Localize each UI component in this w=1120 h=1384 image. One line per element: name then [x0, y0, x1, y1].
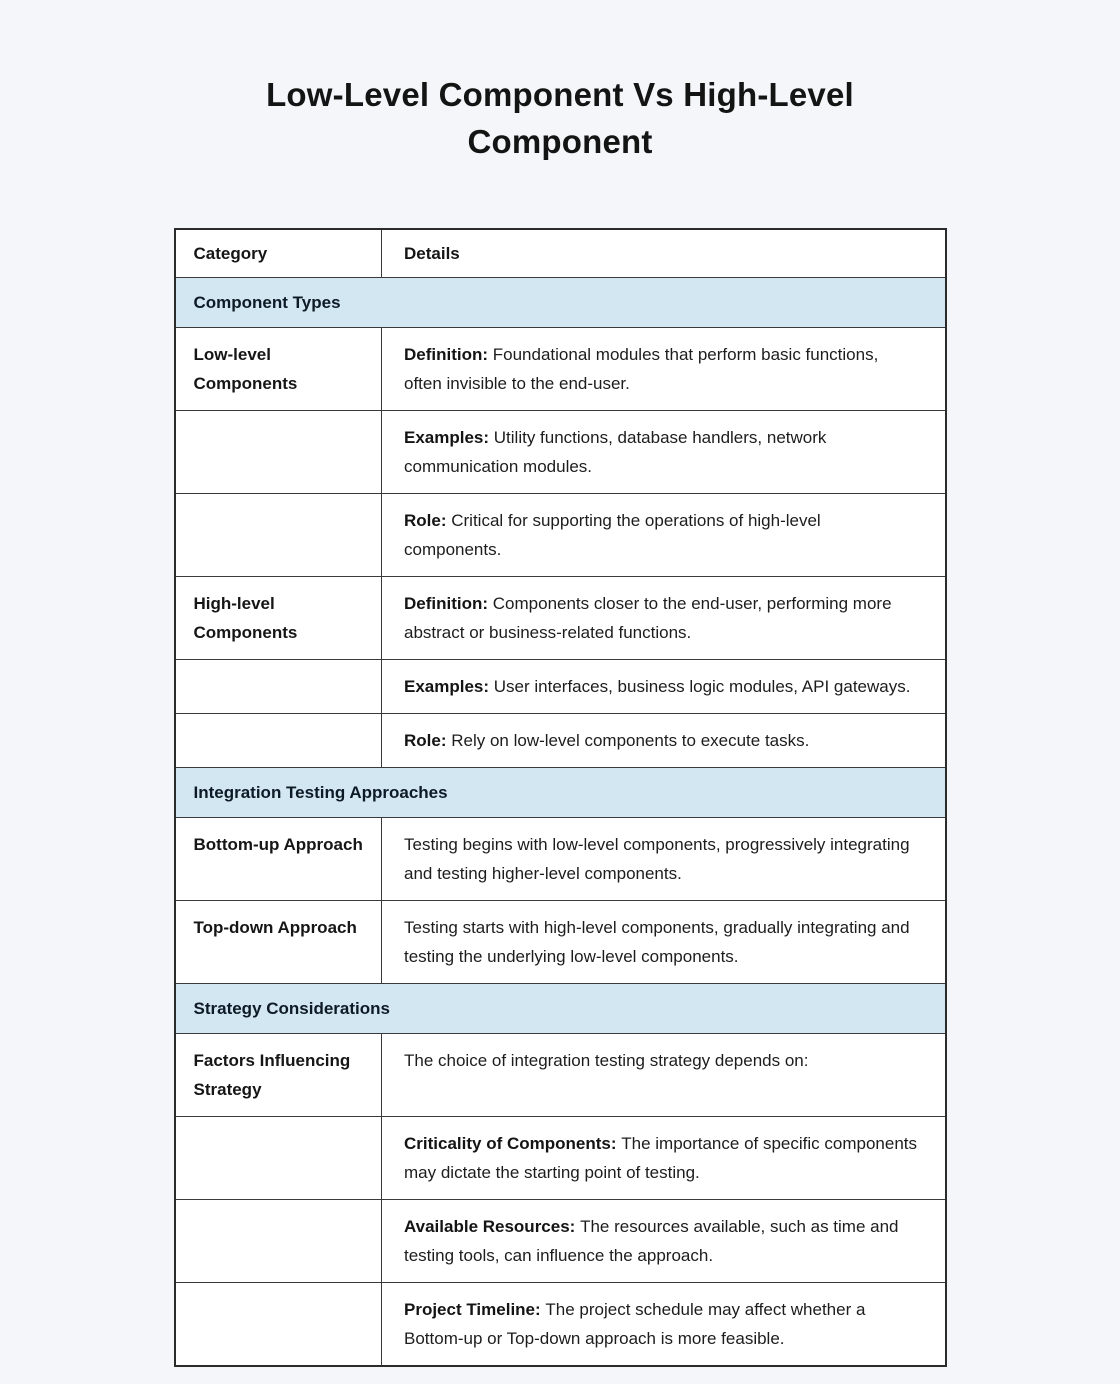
- header-row: [175, 229, 946, 278]
- details-label: Criticality of Components:: [404, 1133, 622, 1153]
- category-cell: [175, 410, 382, 493]
- category-cell: Low-level Components: [175, 327, 382, 410]
- details-cell: Role: Critical for supporting the operations of high-level components.: [382, 493, 946, 576]
- category-cell: [175, 1116, 382, 1199]
- table-row: [175, 1199, 946, 1282]
- details-label: Role:: [404, 510, 452, 530]
- table-row: [175, 713, 946, 767]
- details-cell: Role: Rely on low-level components to execute tasks.: [382, 713, 946, 767]
- table-row: [175, 1033, 946, 1116]
- section-row: [175, 983, 946, 1033]
- comparison-table: [174, 228, 947, 1367]
- section-row: [175, 767, 946, 817]
- table-body: [175, 277, 946, 1366]
- details-label: Available Resources:: [404, 1216, 581, 1236]
- column-header-category: Category: [175, 229, 382, 278]
- page-title: Low-Level Component Vs High-Level Component: [266, 76, 854, 160]
- table-row: [175, 410, 946, 493]
- details-cell: The choice of integration testing strategy depends on:: [382, 1033, 946, 1116]
- category-cell: High-level Components: [175, 576, 382, 659]
- section-header: Integration Testing Approaches: [175, 767, 946, 817]
- details-label: Examples:: [404, 427, 494, 447]
- category-cell: [175, 493, 382, 576]
- category-cell: Factors Influencing Strategy: [175, 1033, 382, 1116]
- details-cell: Project Timeline: The project schedule may affect whether a Bottom-up or Top-down approach is more feasible.: [382, 1282, 946, 1366]
- details-cell: Criticality of Components: The importance of specific components may dictate the starting point of testing.: [382, 1116, 946, 1199]
- details-cell: Examples: User interfaces, business logic modules, API gateways.: [382, 659, 946, 713]
- details-cell: Testing begins with low-level components, progressively integrating and testing higher-level components.: [382, 817, 946, 900]
- category-cell: [175, 659, 382, 713]
- section-header: Component Types: [175, 277, 946, 327]
- table-row: [175, 1116, 946, 1199]
- details-label: Examples:: [404, 676, 494, 696]
- table-row: [175, 576, 946, 659]
- section-row: [175, 277, 946, 327]
- category-cell: [175, 1282, 382, 1366]
- category-cell: Top-down Approach: [175, 900, 382, 983]
- table-row: [175, 817, 946, 900]
- category-cell: [175, 1199, 382, 1282]
- details-cell: Definition: Foundational modules that perform basic functions, often invisible to the end-user.: [382, 327, 946, 410]
- section-header: Strategy Considerations: [175, 983, 946, 1033]
- table-row: [175, 900, 946, 983]
- category-cell: [175, 713, 382, 767]
- details-cell: Definition: Components closer to the end-user, performing more abstract or business-related functions.: [382, 576, 946, 659]
- details-cell: Examples: Utility functions, database handlers, network communication modules.: [382, 410, 946, 493]
- details-label: Role:: [404, 730, 452, 750]
- details-label: Project Timeline:: [404, 1299, 546, 1319]
- details-cell: Available Resources: The resources available, such as time and testing tools, can influence the approach.: [382, 1199, 946, 1282]
- table-row: [175, 327, 946, 410]
- table-row: [175, 1282, 946, 1366]
- table-row: [175, 493, 946, 576]
- details-label: Definition:: [404, 344, 493, 364]
- table-row: [175, 659, 946, 713]
- category-cell: Bottom-up Approach: [175, 817, 382, 900]
- details-label: Definition:: [404, 593, 493, 613]
- details-cell: Testing starts with high-level components, gradually integrating and testing the underlying low-level components.: [382, 900, 946, 983]
- column-header-details: Details: [382, 229, 946, 278]
